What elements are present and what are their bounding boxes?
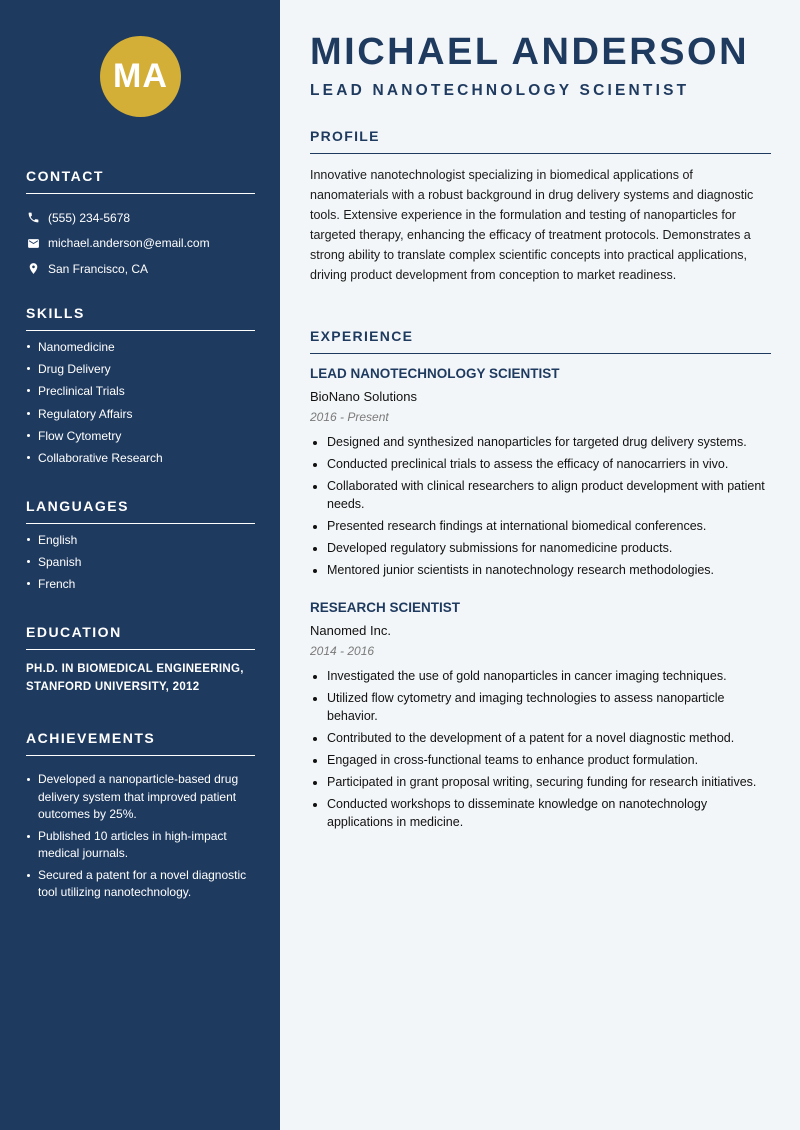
skill-item: Preclinical Trials [26, 384, 255, 398]
job-bullet: Developed regulatory submissions for nanomedicine products. [310, 540, 771, 558]
achievement-item: Developed a nanoparticle-based drug delivery system that improved patient outcomes by 25%. [26, 771, 255, 824]
email-icon [26, 236, 40, 250]
achievements-list [26, 771, 255, 902]
skill-item: Nanomedicine [26, 340, 255, 354]
job-dates: 2014 - 2016 [310, 644, 375, 658]
job-company: Nanomed Inc. [310, 623, 391, 638]
job-bullet: Investigated the use of gold nanoparticles in cancer imaging techniques. [310, 668, 771, 686]
experience-entry [310, 366, 771, 585]
language-item: English [26, 533, 255, 547]
experience-entry [310, 600, 771, 836]
contact-heading: CONTACT [26, 168, 255, 194]
education-degree: PH.D. IN BIOMEDICAL ENGINEERING, [26, 663, 244, 675]
achievements-heading: ACHIEVEMENTS [26, 730, 255, 756]
job-bullet: Mentored junior scientists in nanotechnology research methodologies. [310, 562, 771, 580]
job-bullet: Participated in grant proposal writing, securing funding for research initiatives. [310, 774, 771, 792]
education-school: STANFORD UNIVERSITY, 2012 [26, 681, 200, 693]
job-bullet: Engaged in cross-functional teams to enhance product formulation. [310, 752, 771, 770]
contact-location [26, 256, 255, 282]
job-bullet: Conducted workshops to disseminate knowledge on nanotechnology applications in medicine. [310, 796, 771, 831]
skills-heading: SKILLS [26, 305, 255, 331]
job-dates: 2016 - Present [310, 410, 389, 424]
languages-list [26, 533, 255, 591]
skill-item: Drug Delivery [26, 362, 255, 376]
skill-item: Regulatory Affairs [26, 407, 255, 421]
job-bullet: Designed and synthesized nanoparticles for targeted drug delivery systems. [310, 434, 771, 452]
job-bullets [310, 434, 771, 580]
achievement-item: Secured a patent for a novel diagnostic tool utilizing nanotechnology. [26, 867, 255, 902]
contact-section [26, 168, 255, 282]
languages-section [26, 498, 255, 600]
skills-list [26, 340, 255, 465]
location-pin-icon [26, 262, 40, 276]
contact-list [26, 205, 255, 282]
job-bullet: Conducted preclinical trials to assess the efficacy of nanocarriers in vivo. [310, 456, 771, 474]
skill-item: Flow Cytometry [26, 429, 255, 443]
email-text: michael.anderson@email.com [48, 236, 210, 251]
job-bullets [310, 668, 771, 831]
contact-phone [26, 205, 255, 231]
location-text: San Francisco, CA [48, 261, 149, 276]
languages-heading: LANGUAGES [26, 498, 255, 524]
skill-item: Collaborative Research [26, 451, 255, 465]
achievements-section [26, 730, 255, 906]
language-item: French [26, 577, 255, 591]
phone-text: (555) 234-5678 [48, 210, 131, 225]
profile-text: Innovative nanotechnologist specializing in biomedical applications of nanomaterials with a robust background in drug delivery systems and diagnostic tools. Extensive experience in the formulation and testing of nanoparticles for targeted therapy, enhancing the efficacy of treatment protocols. Demonstrates a strong ability to translate complex scientific concepts into practical applications, driving product development from conception to market readiness. [310, 168, 754, 283]
avatar-initials: MA [100, 36, 181, 117]
job-title: LEAD NANOTECHNOLOGY SCIENTIST [310, 82, 690, 99]
language-item: Spanish [26, 555, 255, 569]
job-bullet: Collaborated with clinical researchers to align product development with patient needs. [310, 478, 771, 513]
skills-section [26, 305, 255, 473]
full-name: MICHAEL ANDERSON [310, 31, 750, 73]
education-section [26, 624, 255, 696]
education-heading: EDUCATION [26, 624, 255, 650]
phone-icon [26, 211, 40, 225]
job-role: RESEARCH SCIENTIST [310, 600, 461, 615]
profile-heading: PROFILE [310, 128, 771, 154]
experience-heading: EXPERIENCE [310, 328, 771, 354]
profile-section [310, 128, 771, 286]
education-entry [26, 660, 255, 696]
job-bullet: Utilized flow cytometry and imaging technologies to assess nanoparticle behavior. [310, 690, 771, 725]
achievement-item: Published 10 articles in high-impact medical journals. [26, 828, 255, 863]
contact-email [26, 231, 255, 257]
job-company: BioNano Solutions [310, 389, 417, 404]
sidebar [0, 0, 280, 1130]
job-bullet: Presented research findings at international biomedical conferences. [310, 518, 771, 536]
experience-section [310, 328, 771, 354]
job-bullet: Contributed to the development of a patent for a novel diagnostic method. [310, 730, 771, 748]
job-role: LEAD NANOTECHNOLOGY SCIENTIST [310, 366, 560, 381]
